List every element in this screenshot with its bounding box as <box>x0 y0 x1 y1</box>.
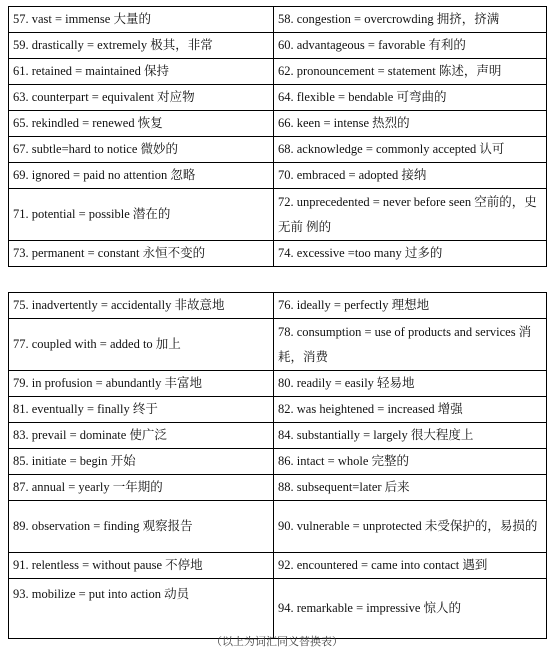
vocab-entry: 81. eventually = finally 终于 <box>9 397 274 423</box>
vocab-entry: 73. permanent = constant 永恒不变的 <box>9 241 274 267</box>
vocab-entry: 84. substantially = largely 很大程度上 <box>274 423 547 449</box>
vocab-entry: 90. vulnerable = unprotected 未受保护的，易损的 <box>274 501 547 553</box>
vocab-table-2 <box>8 292 547 639</box>
vocab-entry: 69. ignored = paid no attention 忽略 <box>9 163 274 189</box>
vocab-entry: 86. intact = whole 完整的 <box>274 449 547 475</box>
table-row <box>9 137 547 163</box>
table-row <box>9 579 547 639</box>
vocab-entry: 65. rekindled = renewed 恢复 <box>9 111 274 137</box>
vocab-entry: 83. prevail = dominate 使广泛 <box>9 423 274 449</box>
vocab-entry: 63. counterpart = equivalent 对应物 <box>9 85 274 111</box>
table-row <box>9 85 547 111</box>
vocab-entry: 57. vast = immense 大量的 <box>9 7 274 33</box>
table-row <box>9 33 547 59</box>
page-caption: （以上为词汇同义替换表） <box>211 636 343 648</box>
vocab-entry: 60. advantageous = favorable 有利的 <box>274 33 547 59</box>
vocab-entry: 74. excessive =too many 过多的 <box>274 241 547 267</box>
vocab-entry: 72. unprecedented = never before seen 空前的，史无前 例的 <box>274 189 547 241</box>
table-row <box>9 59 547 85</box>
vocab-entry: 78. consumption = use of products and services 消耗，消费 <box>274 319 547 371</box>
vocab-entry: 77. coupled with = added to 加上 <box>9 319 274 371</box>
table-row <box>9 371 547 397</box>
table-row <box>9 293 547 319</box>
vocab-entry: 82. was heightened = increased 增强 <box>274 397 547 423</box>
vocab-entry: 79. in profusion = abundantly 丰富地 <box>9 371 274 397</box>
table-row <box>9 189 547 241</box>
table-row <box>9 163 547 189</box>
vocab-table-1 <box>8 6 547 267</box>
vocab-entry: 75. inadvertently = accidentally 非故意地 <box>9 293 274 319</box>
table-row <box>9 7 547 33</box>
table-row <box>9 241 547 267</box>
table-row <box>9 319 547 371</box>
table-row <box>9 423 547 449</box>
table-row <box>9 475 547 501</box>
vocab-entry: 87. annual = yearly 一年期的 <box>9 475 274 501</box>
vocab-entry: 88. subsequent=later 后来 <box>274 475 547 501</box>
table-row <box>9 111 547 137</box>
vocab-entry: 93. mobilize = put into action 动员 <box>9 579 274 639</box>
vocab-entry: 71. potential = possible 潜在的 <box>9 189 274 241</box>
vocab-entry: 61. retained = maintained 保持 <box>9 59 274 85</box>
vocab-entry: 91. relentless = without pause 不停地 <box>9 553 274 579</box>
vocab-entry: 94. remarkable = impressive 惊人的 <box>274 579 547 639</box>
vocab-entry: 59. drastically = extremely 极其，非常 <box>9 33 274 59</box>
table-row <box>9 397 547 423</box>
table-row <box>9 553 547 579</box>
vocab-entry: 92. encountered = came into contact 遇到 <box>274 553 547 579</box>
vocab-entry: 62. pronouncement = statement 陈述，声明 <box>274 59 547 85</box>
vocab-entry: 76. ideally = perfectly 理想地 <box>274 293 547 319</box>
vocab-entry: 70. embraced = adopted 接纳 <box>274 163 547 189</box>
vocab-entry: 68. acknowledge = commonly accepted 认可 <box>274 137 547 163</box>
vocab-entry: 66. keen = intense 热烈的 <box>274 111 547 137</box>
vocab-entry: 58. congestion = overcrowding 拥挤，挤满 <box>274 7 547 33</box>
vocab-entry: 80. readily = easily 轻易地 <box>274 371 547 397</box>
vocab-entry: 89. observation = finding 观察报告 <box>9 501 274 553</box>
vocab-entry: 67. subtle=hard to notice 微妙的 <box>9 137 274 163</box>
table-row <box>9 449 547 475</box>
table-row <box>9 501 547 553</box>
vocab-entry: 85. initiate = begin 开始 <box>9 449 274 475</box>
vocab-entry: 64. flexible = bendable 可弯曲的 <box>274 85 547 111</box>
